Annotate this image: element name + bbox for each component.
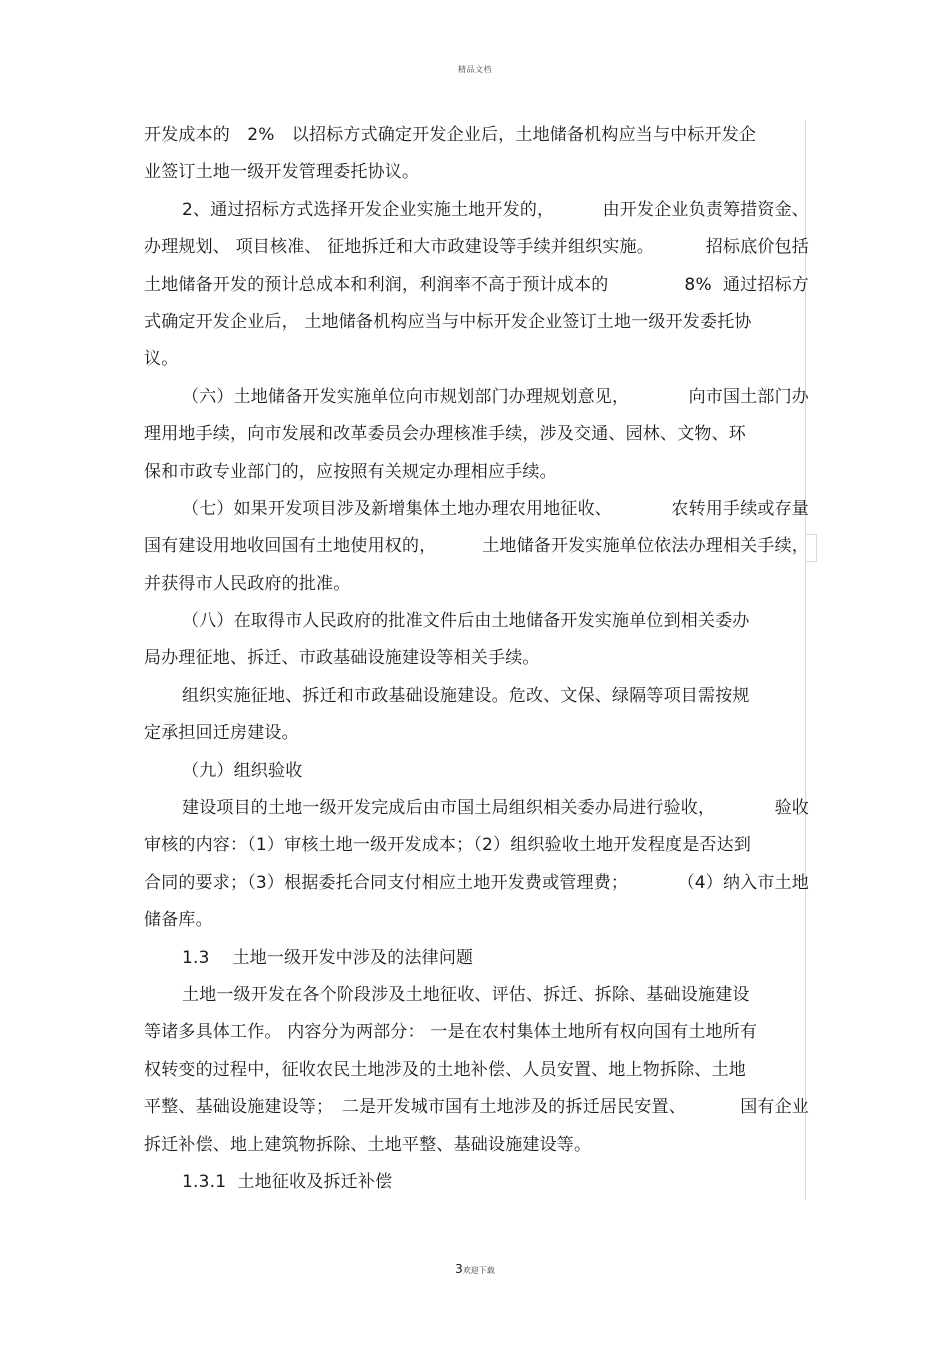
text-segment: 并获得市人民政府的批准。 <box>144 573 351 594</box>
text-segment: 平整、基础设施建设等； 二是开发城市国有土地涉及的拆迁居民安置、 <box>144 1097 686 1118</box>
text-line <box>144 229 809 266</box>
text-segment: （九）组织验收 <box>182 760 303 781</box>
text-segment: 开发成本的 2% 以招标方式确定开发企业后，土地储备机构应当与中标开发企 <box>144 125 757 145</box>
text-line <box>144 416 809 453</box>
text-segment: 由开发企业负责筹措资金、 <box>602 199 809 220</box>
text-line <box>144 566 809 603</box>
text-segment: 土地储备开发实施单位依法办理相关手续， <box>482 536 809 557</box>
text-segment: 国有企业 <box>740 1097 809 1118</box>
text-segment: （六）土地储备开发实施单位向市规划部门办理规划意见， <box>182 386 630 407</box>
text-line <box>144 753 809 790</box>
text-line <box>144 678 809 715</box>
page-number: 3 <box>455 1262 463 1276</box>
text-line <box>144 827 809 864</box>
text-segment: 定承担回迁房建设。 <box>144 723 299 744</box>
text-segment: 组织实施征地、拆迁和市政基础设施建设。危改、文保、绿隔等项目需按规 <box>182 685 750 706</box>
text-line <box>144 341 809 378</box>
text-line <box>144 304 809 341</box>
text-segment: 土地一级开发在各个阶段涉及土地征收、评估、拆迁、拆除、基础设施建设 <box>182 984 750 1005</box>
text-line <box>144 454 809 491</box>
text-segment: 审核的内容：（1）审核土地一级开发成本；（2）组织验收土地开发程度是否达到 <box>144 835 752 856</box>
text-line <box>144 528 809 565</box>
text-segment: 验收 <box>774 798 809 819</box>
page-footer <box>0 1262 950 1276</box>
page-header: 精品文档 <box>458 65 492 74</box>
text-line <box>144 865 809 902</box>
text-segment: （4）纳入市土地 <box>677 872 809 893</box>
footer-text: 欢迎下载 <box>462 1266 495 1275</box>
text-line <box>144 491 809 528</box>
text-segment: 2、通过招标方式选择开发企业实施土地开发的， <box>182 199 555 220</box>
text-segment: 办理规划、 项目核准、 征地拆迁和大市政建设等手续并组织实施。 <box>144 237 655 258</box>
text-segment: 土地储备开发的预计总成本和利润，利润率不高于预计成本的 <box>144 274 609 295</box>
text-segment: 拆迁补偿、地上建筑物拆除、土地平整、基础设施建设等。 <box>144 1134 592 1155</box>
text-segment: 建设项目的土地一级开发完成后由市国土局组织相关委办局进行验收， <box>182 798 716 819</box>
text-line <box>144 790 809 827</box>
text-segment: 等诸多具体工作。 内容分为两部分： 一是在农村集体土地所有权向国有土地所有 <box>144 1022 758 1043</box>
text-segment: 8% 通过招标方 <box>684 274 809 295</box>
text-line <box>144 977 809 1014</box>
text-line <box>144 267 809 304</box>
text-segment: 局办理征地、拆迁、市政基础设施建设等相关手续。 <box>144 648 540 669</box>
text-line <box>144 715 809 752</box>
text-line <box>144 940 809 977</box>
text-segment: 招标底价包括 <box>705 237 809 258</box>
text-line <box>144 1164 809 1201</box>
text-line <box>144 117 809 154</box>
text-segment: （八）在取得市人民政府的批准文件后由土地储备开发实施单位到相关委办 <box>182 611 750 632</box>
text-line <box>144 1014 809 1051</box>
document-body <box>144 117 809 1201</box>
text-segment: 国有建设用地收回国有土地使用权的， <box>144 536 437 557</box>
text-segment: 保和市政专业部门的，应按照有关规定办理相应手续。 <box>144 461 557 482</box>
text-segment: 合同的要求；（3）根据委托合同支付相应土地开发费或管理费； <box>144 872 629 893</box>
text-segment: 向市国土部门办 <box>688 386 809 407</box>
text-line <box>144 154 809 191</box>
text-segment: 式确定开发企业后， 土地储备机构应当与中标开发企业签订土地一级开发委托协 <box>144 311 752 332</box>
text-segment: （七）如果开发项目涉及新增集体土地办理农用地征收、 <box>182 498 612 519</box>
text-segment: 农转用手续或存量 <box>671 498 809 519</box>
text-segment: 1.3.1 土地征收及拆迁补偿 <box>182 1171 393 1192</box>
text-line <box>144 902 809 939</box>
text-line <box>144 1052 809 1089</box>
text-line <box>144 640 809 677</box>
text-line <box>144 379 809 416</box>
text-segment: 储备库。 <box>144 910 213 931</box>
text-line <box>144 192 809 229</box>
text-line <box>144 1127 809 1164</box>
text-segment: 业签订土地一级开发管理委托协议。 <box>144 162 420 183</box>
text-segment: 议。 <box>144 349 179 370</box>
text-segment: 1.3 土地一级开发中涉及的法律问题 <box>182 947 474 968</box>
text-segment: 理用地手续，向市发展和改革委员会办理核准手续，涉及交通、园林、文物、环 <box>144 424 746 445</box>
text-segment: 权转变的过程中，征收农民土地涉及的土地补偿、人员安置、地上物拆除、土地 <box>144 1059 746 1080</box>
text-line <box>144 1089 809 1126</box>
text-line <box>144 603 809 640</box>
